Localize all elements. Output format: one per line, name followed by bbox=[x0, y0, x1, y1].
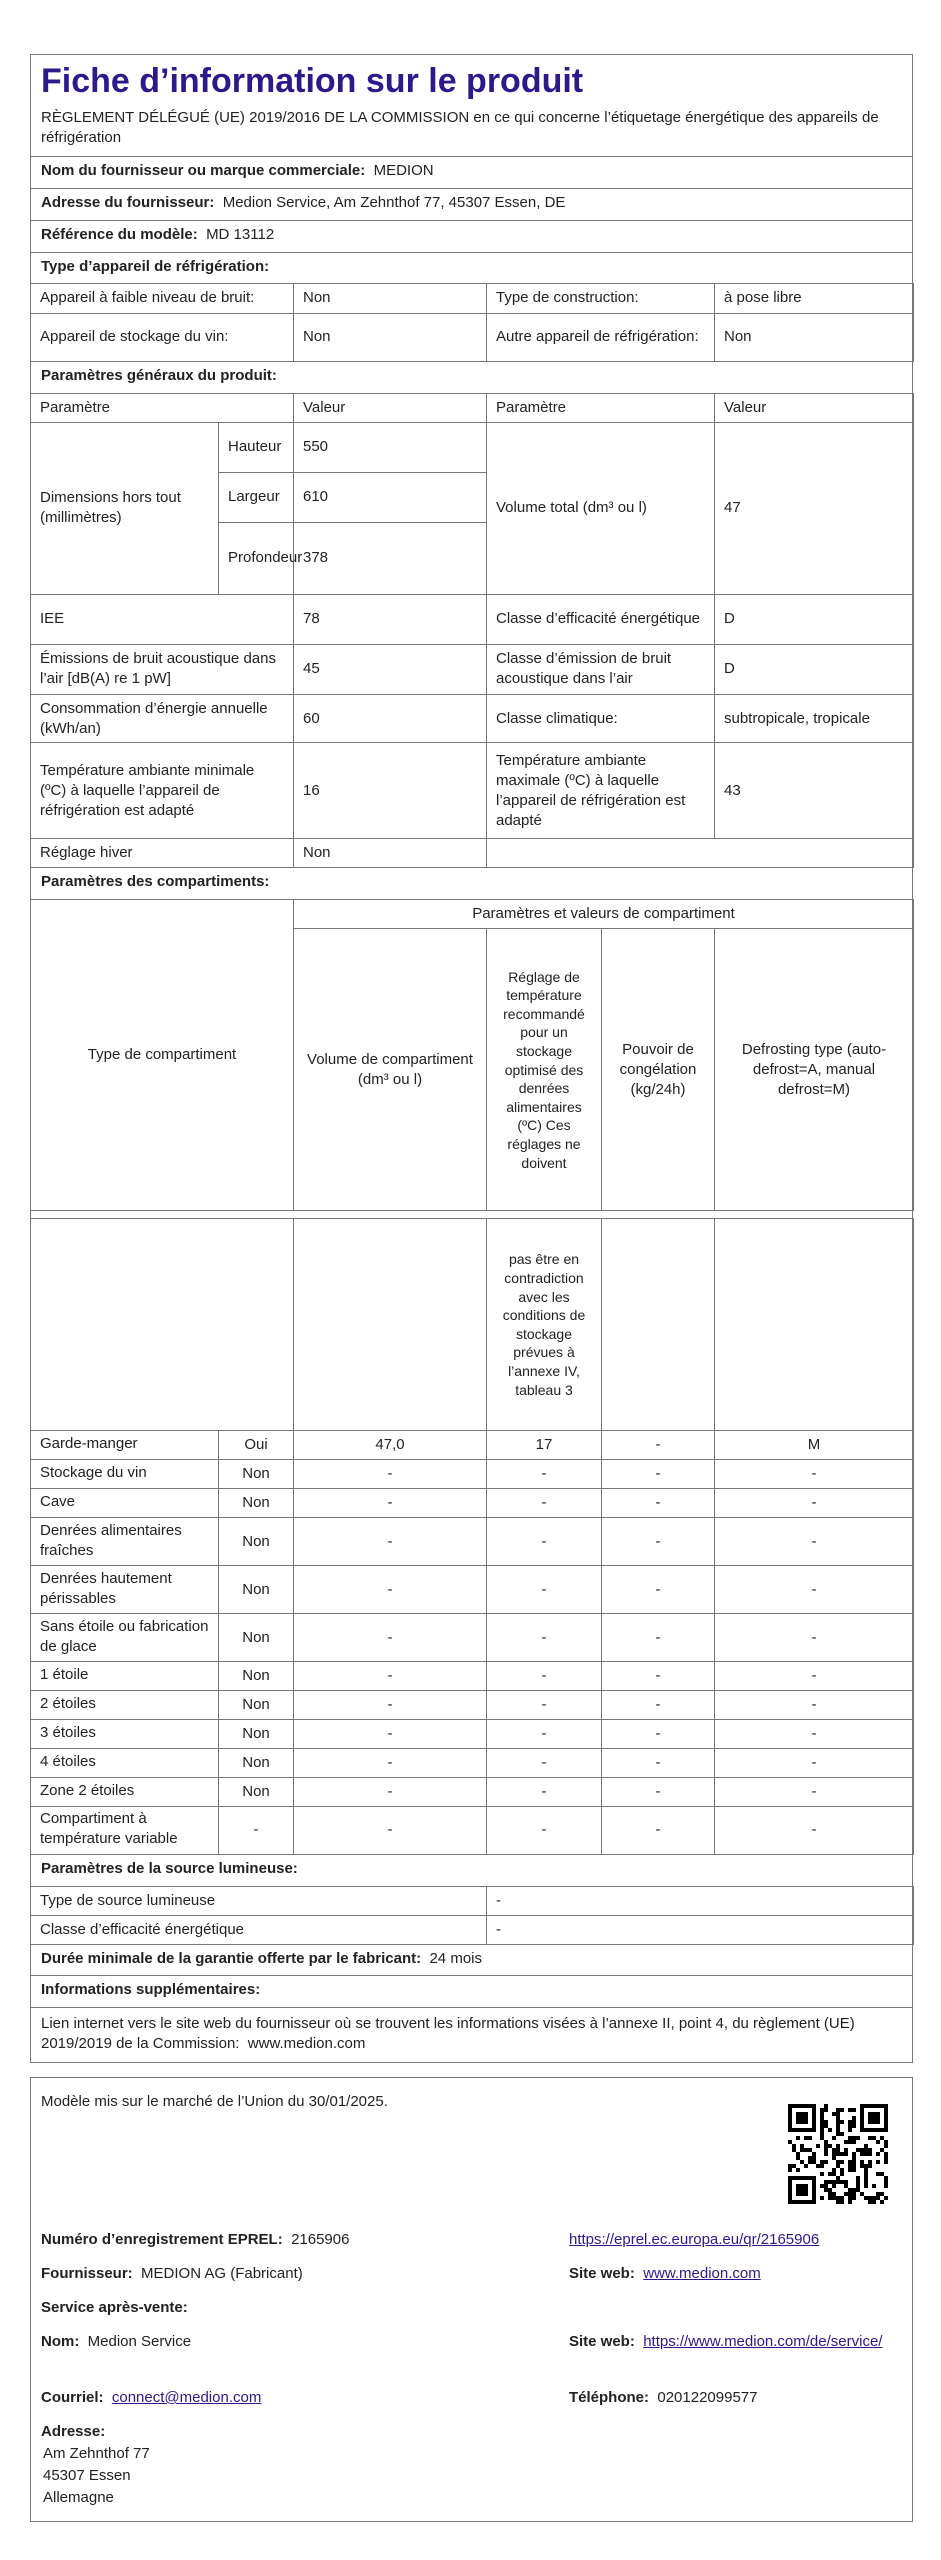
compartment-temperature: - bbox=[487, 1720, 602, 1749]
compartment-name: Zone 2 étoiles bbox=[31, 1777, 219, 1806]
compartment-present: - bbox=[219, 1806, 294, 1854]
compartment-row bbox=[31, 1614, 914, 1662]
compartment-name: Denrées alimentaires fraîches bbox=[31, 1518, 219, 1566]
address-line: Allemagne bbox=[43, 2489, 114, 2506]
type-row bbox=[31, 283, 914, 313]
compartment-row bbox=[31, 1460, 914, 1489]
eprel-line bbox=[41, 2230, 349, 2250]
compartment-freezing: - bbox=[602, 1748, 715, 1777]
supplier-row bbox=[31, 156, 912, 188]
compartment-name: Cave bbox=[31, 1489, 219, 1518]
compartment-freezing: - bbox=[602, 1489, 715, 1518]
type-value: Non bbox=[715, 313, 914, 361]
compartment-present: Non bbox=[219, 1691, 294, 1720]
compartment-name: 3 étoiles bbox=[31, 1720, 219, 1749]
temperature-header-continued: pas être en contradiction avec les conditions de stockage prévues à l’annexe IV, tableau 3 bbox=[487, 1219, 602, 1431]
param-label: Température ambiante minimale (ºC) à laquelle l’appareil de réfrigération est adapté bbox=[31, 743, 294, 839]
general-row bbox=[31, 594, 914, 644]
type-table bbox=[30, 283, 914, 362]
compartment-freezing: - bbox=[602, 1614, 715, 1662]
email-label: Courriel: bbox=[41, 2389, 104, 2406]
type-label: Appareil à faible niveau de bruit: bbox=[31, 283, 294, 313]
compartment-volume: - bbox=[294, 1489, 487, 1518]
compartment-present: Non bbox=[219, 1489, 294, 1518]
volume-label: Volume total (dm³ ou l) bbox=[487, 422, 715, 594]
supplier-label: Nom du fournisseur ou marque commerciale: bbox=[41, 161, 366, 179]
service-website-link[interactable]: https://www.medion.com/de/service/ bbox=[643, 2333, 883, 2350]
light-section-heading: Paramètres de la source lumineuse: bbox=[41, 1859, 298, 1877]
page-title: Fiche d’information sur le produit bbox=[41, 62, 584, 100]
service-heading: Service après-vente: bbox=[41, 2299, 188, 2316]
compartment-present: Non bbox=[219, 1566, 294, 1614]
compartment-present: Non bbox=[219, 1460, 294, 1489]
compartment-volume: - bbox=[294, 1748, 487, 1777]
compartment-present: Non bbox=[219, 1614, 294, 1662]
param-label: Consommation d’énergie annuelle (kWh/an) bbox=[31, 694, 294, 743]
market-date-text: Modèle mis sur le marché de l’Union du 30/01/2025. bbox=[41, 2093, 388, 2110]
compartment-defrost: - bbox=[715, 1662, 914, 1691]
compartment-name: Compartiment à température variable bbox=[31, 1806, 219, 1854]
type-row bbox=[31, 313, 914, 361]
email-line bbox=[41, 2388, 261, 2408]
compartment-temperature: - bbox=[487, 1777, 602, 1806]
param-header: Paramètre bbox=[487, 393, 715, 422]
light-value: - bbox=[487, 1915, 914, 1944]
compartment-temperature: - bbox=[487, 1518, 602, 1566]
compartment-defrost: - bbox=[715, 1489, 914, 1518]
dimension-row bbox=[31, 422, 914, 472]
compartment-freezing: - bbox=[602, 1460, 715, 1489]
email-link[interactable]: connect@medion.com bbox=[111, 2389, 262, 2406]
compartment-temperature: - bbox=[487, 1566, 602, 1614]
general-row bbox=[31, 644, 914, 694]
registration-sheet bbox=[30, 2077, 913, 2522]
compartment-defrost: - bbox=[715, 1806, 914, 1854]
eprel-label: Numéro d’enregistrement EPREL: bbox=[41, 2231, 283, 2248]
product-information-sheet bbox=[30, 54, 913, 2063]
compartment-name: Garde-manger bbox=[31, 1431, 219, 1460]
compartment-defrost: - bbox=[715, 1777, 914, 1806]
height-label: Hauteur bbox=[219, 422, 294, 472]
compartment-volume: - bbox=[294, 1518, 487, 1566]
compartment-name: Stockage du vin bbox=[31, 1460, 219, 1489]
value-header: Valeur bbox=[715, 393, 914, 422]
compartment-name: Sans étoile ou fabrication de glace bbox=[31, 1614, 219, 1662]
compartment-freezing: - bbox=[602, 1720, 715, 1749]
compartment-row bbox=[31, 1748, 914, 1777]
compartment-volume: - bbox=[294, 1662, 487, 1691]
type-label: Autre appareil de réfrigération: bbox=[487, 313, 715, 361]
param-value: 45 bbox=[294, 644, 487, 694]
supplier-line bbox=[41, 2264, 303, 2284]
general-section-heading: Paramètres généraux du produit: bbox=[41, 366, 277, 384]
compartment-volume: - bbox=[294, 1614, 487, 1662]
warranty-row bbox=[31, 1945, 912, 1975]
regulation-text: RÈGLEMENT DÉLÉGUÉ (UE) 2019/2016 DE LA COMMISSION en ce qui concerne l’étiquetage énergétique des appareils de réfrigération bbox=[41, 108, 879, 146]
compartment-volume: - bbox=[294, 1777, 487, 1806]
compartment-freezing: - bbox=[602, 1777, 715, 1806]
extra-info bbox=[31, 2007, 912, 2062]
volume-header: Volume de compartiment (dm³ ou l) bbox=[294, 929, 487, 1211]
compartment-defrost: - bbox=[715, 1460, 914, 1489]
address-line: 45307 Essen bbox=[43, 2467, 131, 2484]
compartment-row bbox=[31, 1566, 914, 1614]
compartment-row bbox=[31, 1431, 914, 1460]
general-row bbox=[31, 694, 914, 743]
compartment-row bbox=[31, 1518, 914, 1566]
eprel-number: 2165906 bbox=[291, 2231, 350, 2248]
light-row bbox=[31, 1915, 914, 1944]
compartment-volume: 47,0 bbox=[294, 1431, 487, 1460]
warranty-value: 24 mois bbox=[429, 1949, 482, 1967]
compartment-section-heading: Paramètres des compartiments: bbox=[41, 873, 270, 891]
light-label: Type de source lumineuse bbox=[31, 1886, 487, 1915]
service-website-line bbox=[569, 2332, 909, 2352]
compartment-group-header bbox=[31, 900, 914, 929]
address-heading: Adresse: bbox=[41, 2423, 106, 2440]
temperature-header: Réglage de température recommandé pour un stockage optimisé des denrées alimentaires (ºC) Ces réglages ne doivent bbox=[487, 929, 602, 1211]
type-label: Type de construction: bbox=[487, 283, 715, 313]
fournisseur-value: MEDION AG (Fabricant) bbox=[141, 2265, 303, 2282]
type-value: Non bbox=[294, 313, 487, 361]
param-label: Classe d’émission de bruit acoustique dans l’air bbox=[487, 644, 715, 694]
type-value: à pose libre bbox=[715, 283, 914, 313]
depth-label: Profondeur bbox=[219, 522, 294, 594]
model-value: MD 13112 bbox=[206, 225, 275, 243]
compartment-defrost: - bbox=[715, 1518, 914, 1566]
type-value: Non bbox=[294, 283, 487, 313]
width-label: Largeur bbox=[219, 472, 294, 522]
compartment-temperature: - bbox=[487, 1489, 602, 1518]
compartment-header-continued bbox=[31, 1219, 914, 1431]
compartment-freezing: - bbox=[602, 1566, 715, 1614]
light-value: - bbox=[487, 1886, 914, 1915]
eprel-link[interactable] bbox=[569, 2230, 819, 2250]
compartment-defrost: - bbox=[715, 1748, 914, 1777]
compartment-row bbox=[31, 1489, 914, 1518]
phone-label: Téléphone: bbox=[569, 2389, 650, 2406]
compartment-volume: - bbox=[294, 1566, 487, 1614]
compartment-name: 1 étoile bbox=[31, 1662, 219, 1691]
compartment-freezing: - bbox=[602, 1691, 715, 1720]
param-label: Émissions de bruit acoustique dans l’air [dB(A) re 1 pW] bbox=[31, 644, 294, 694]
param-value: 78 bbox=[294, 594, 487, 644]
freezing-header: Pouvoir de congélation (kg/24h) bbox=[602, 929, 715, 1211]
compartment-row bbox=[31, 1691, 914, 1720]
light-table bbox=[30, 1886, 914, 1945]
light-row bbox=[31, 1886, 914, 1915]
compartment-present: Non bbox=[219, 1518, 294, 1566]
compartment-group-title: Paramètres et valeurs de compartiment bbox=[294, 900, 914, 929]
compartment-freezing: - bbox=[602, 1662, 715, 1691]
value-header: Valeur bbox=[294, 393, 487, 422]
param-label: Classe d’efficacité énergétique bbox=[487, 594, 715, 644]
compartment-name: 4 étoiles bbox=[31, 1748, 219, 1777]
compartment-present: Non bbox=[219, 1720, 294, 1749]
param-header: Paramètre bbox=[31, 393, 294, 422]
compartment-volume: - bbox=[294, 1720, 487, 1749]
model-label: Référence du modèle: bbox=[41, 225, 198, 243]
compartment-freezing: - bbox=[602, 1806, 715, 1854]
service-website-label: Site web: bbox=[569, 2333, 635, 2350]
compartment-name: 2 étoiles bbox=[31, 1691, 219, 1720]
compartment-present: Non bbox=[219, 1777, 294, 1806]
compartment-row bbox=[31, 1720, 914, 1749]
depth-value: 378 bbox=[294, 522, 487, 594]
volume-value: 47 bbox=[715, 422, 914, 594]
eprel-url[interactable]: https://eprel.ec.europa.eu/qr/2165906 bbox=[569, 2231, 820, 2248]
param-value: 16 bbox=[294, 743, 487, 839]
compartment-present: Oui bbox=[219, 1431, 294, 1460]
compartment-defrost: - bbox=[715, 1566, 914, 1614]
compartment-temperature: - bbox=[487, 1748, 602, 1777]
address-row bbox=[31, 188, 912, 220]
page-break-gap bbox=[31, 1211, 914, 1219]
param-value: 43 bbox=[715, 743, 914, 839]
model-row bbox=[31, 220, 912, 252]
winter-label: Réglage hiver bbox=[31, 839, 294, 868]
phone-value: 020122099577 bbox=[657, 2389, 758, 2406]
extra-url[interactable]: www.medion.com bbox=[247, 2034, 366, 2052]
compartment-name: Denrées hautement périssables bbox=[31, 1566, 219, 1614]
phone-line bbox=[569, 2388, 757, 2408]
param-value: D bbox=[715, 594, 914, 644]
compartment-temperature: - bbox=[487, 1614, 602, 1662]
extra-section-heading: Informations supplémentaires: bbox=[31, 1975, 912, 2007]
param-label: Classe climatique: bbox=[487, 694, 715, 743]
light-label: Classe d’efficacité énergétique bbox=[31, 1915, 487, 1944]
compartment-table bbox=[30, 899, 914, 1854]
compartment-temperature: - bbox=[487, 1460, 602, 1489]
service-name-label: Nom: bbox=[41, 2333, 80, 2350]
param-value: D bbox=[715, 644, 914, 694]
compartment-temperature: - bbox=[487, 1662, 602, 1691]
qr-code-icon[interactable] bbox=[788, 2104, 888, 2204]
address-line: Am Zehnthof 77 bbox=[43, 2445, 150, 2462]
type-label: Appareil de stockage du vin: bbox=[31, 313, 294, 361]
website-link[interactable]: www.medion.com bbox=[643, 2265, 761, 2282]
general-header-row bbox=[31, 393, 914, 422]
compartment-row bbox=[31, 1662, 914, 1691]
empty-cell bbox=[487, 839, 914, 868]
compartment-present: Non bbox=[219, 1662, 294, 1691]
compartment-defrost: - bbox=[715, 1720, 914, 1749]
param-label: Température ambiante maximale (ºC) à laquelle l’appareil de réfrigération est adapté bbox=[487, 743, 715, 839]
compartment-defrost: - bbox=[715, 1691, 914, 1720]
website-line bbox=[569, 2264, 761, 2284]
compartment-defrost: M bbox=[715, 1431, 914, 1460]
general-row bbox=[31, 743, 914, 839]
compartment-temperature: 17 bbox=[487, 1431, 602, 1460]
address-label: Adresse du fournisseur: bbox=[41, 193, 215, 211]
compartment-freezing: - bbox=[602, 1431, 715, 1460]
fournisseur-label: Fournisseur: bbox=[41, 2265, 133, 2282]
height-value: 550 bbox=[294, 422, 487, 472]
winter-value: Non bbox=[294, 839, 487, 868]
website-label: Site web: bbox=[569, 2265, 635, 2282]
winter-row bbox=[31, 839, 914, 868]
compartment-row bbox=[31, 1777, 914, 1806]
type-section-heading: Type d’appareil de réfrigération: bbox=[31, 252, 912, 284]
supplier-value: MEDION bbox=[373, 161, 434, 179]
service-name-value: Medion Service bbox=[87, 2333, 192, 2350]
compartment-volume: - bbox=[294, 1460, 487, 1489]
param-value: 60 bbox=[294, 694, 487, 743]
general-table bbox=[30, 393, 914, 869]
compartment-type-header: Type de compartiment bbox=[31, 900, 294, 1211]
compartment-present: Non bbox=[219, 1748, 294, 1777]
compartment-temperature: - bbox=[487, 1691, 602, 1720]
compartment-temperature: - bbox=[487, 1806, 602, 1854]
extra-text: Lien internet vers le site web du fournisseur où se trouvent les informations visées à l’annexe II, point 4, du règlement (UE) 2019/2019 de la Commission: bbox=[41, 2014, 855, 2052]
width-value: 610 bbox=[294, 472, 487, 522]
service-name-line bbox=[41, 2332, 191, 2352]
warranty-label: Durée minimale de la garantie offerte par le fabricant: bbox=[41, 1949, 422, 1967]
param-label: IEE bbox=[31, 594, 294, 644]
compartment-volume: - bbox=[294, 1691, 487, 1720]
address-value: Medion Service, Am Zehnthof 77, 45307 Essen, DE bbox=[222, 193, 566, 211]
defrost-header: Defrosting type (auto-defrost=A, manual defrost=M) bbox=[715, 929, 914, 1211]
compartment-volume: - bbox=[294, 1806, 487, 1854]
dimensions-label: Dimensions hors tout (millimètres) bbox=[31, 422, 219, 594]
param-value: subtropicale, tropicale bbox=[715, 694, 914, 743]
compartment-row bbox=[31, 1806, 914, 1854]
compartment-freezing: - bbox=[602, 1518, 715, 1566]
compartment-defrost: - bbox=[715, 1614, 914, 1662]
